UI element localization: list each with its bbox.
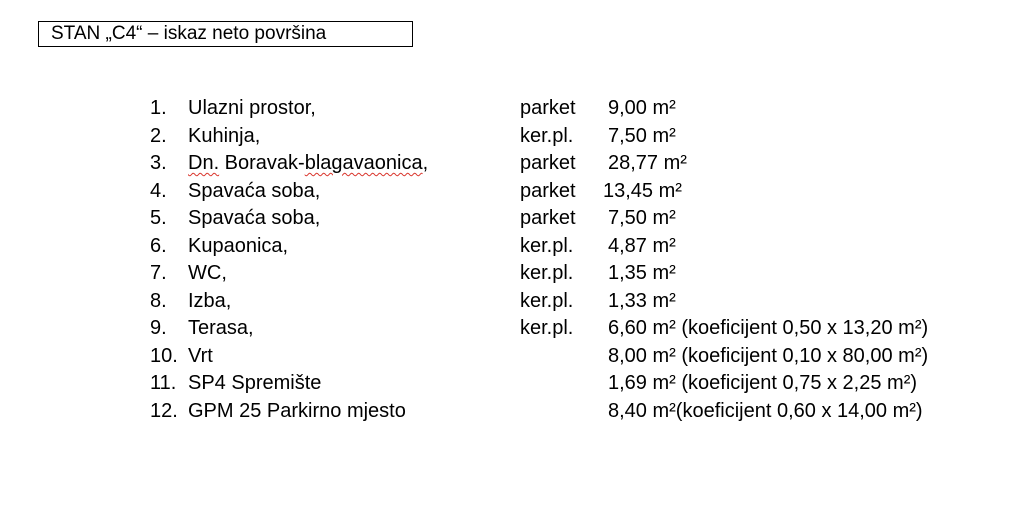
item-number: 9. <box>150 317 167 339</box>
area-value: 4,87 m² <box>608 234 676 257</box>
area-value: 1,35 m² <box>608 262 676 284</box>
area-value: 7,50 m² <box>608 124 676 147</box>
list-item <box>0 123 1024 151</box>
area-value: 8,00 m² (koeficijent 0,10 x 80,00 m²) <box>608 344 929 367</box>
room-name-part: , <box>422 152 429 174</box>
area-value: 6,60 m² (koeficijent 0,50 x 13,20 m²) <box>608 317 929 339</box>
floor-material: parket <box>520 97 576 119</box>
list-item <box>0 343 1024 371</box>
room-name: Spavaća soba, <box>188 207 321 229</box>
list-item <box>0 260 1024 288</box>
room-name-part: Boravak- <box>219 152 305 174</box>
list-item <box>0 95 1024 123</box>
floor-material: parket <box>520 207 576 229</box>
floor-material: ker.pl. <box>520 124 574 147</box>
room-name: GPM 25 Parkirno mjesto <box>188 399 406 422</box>
list-item <box>0 233 1024 261</box>
spellcheck-word: Dn. <box>188 152 220 174</box>
room-name: Terasa, <box>188 317 254 339</box>
item-number: 3. <box>150 152 167 174</box>
room-name: Izba, <box>188 289 232 312</box>
area-value: 28,77 m² <box>608 152 687 174</box>
room-name: Ulazni prostor, <box>188 97 316 119</box>
list-item <box>0 150 1024 178</box>
list-item <box>0 315 1024 343</box>
item-number: 6. <box>150 234 167 257</box>
item-number: 7. <box>150 262 167 284</box>
document-title: STAN „C4“ – iskaz neto površina <box>38 21 413 47</box>
list-item <box>0 370 1024 398</box>
floor-material: ker.pl. <box>520 289 574 312</box>
area-value: 8,40 m²(koeficijent 0,60 x 14,00 m²) <box>608 399 923 422</box>
item-number: 11. <box>150 372 177 394</box>
list-item <box>0 178 1024 206</box>
room-name: Spavaća soba, <box>188 179 321 202</box>
room-name: Kuhinja, <box>188 124 261 147</box>
area-value: 13,45 m² <box>603 179 682 202</box>
item-number: 4. <box>150 179 167 202</box>
area-value: 1,33 m² <box>608 289 676 312</box>
room-name: Kupaonica, <box>188 234 289 257</box>
room-name <box>188 150 428 178</box>
item-number: 8. <box>150 289 167 312</box>
list-item <box>0 288 1024 316</box>
item-number: 1. <box>150 97 167 119</box>
area-list <box>0 95 1024 425</box>
spellcheck-word: blagavaonica <box>304 152 423 174</box>
list-item <box>0 205 1024 233</box>
area-value: 7,50 m² <box>608 207 676 229</box>
floor-material: ker.pl. <box>520 262 574 284</box>
list-item <box>0 398 1024 426</box>
floor-material: parket <box>520 152 576 174</box>
item-number: 10. <box>150 344 178 367</box>
room-name: Vrt <box>188 344 213 367</box>
floor-material: ker.pl. <box>520 234 574 257</box>
room-name: SP4 Spremište <box>188 372 322 394</box>
item-number: 2. <box>150 124 167 147</box>
room-name: WC, <box>188 262 227 284</box>
floor-material: ker.pl. <box>520 317 574 339</box>
floor-material: parket <box>520 179 576 202</box>
area-value: 9,00 m² <box>608 97 676 119</box>
item-number: 12. <box>150 399 178 422</box>
area-value: 1,69 m² (koeficijent 0,75 x 2,25 m²) <box>608 372 918 394</box>
item-number: 5. <box>150 207 167 229</box>
